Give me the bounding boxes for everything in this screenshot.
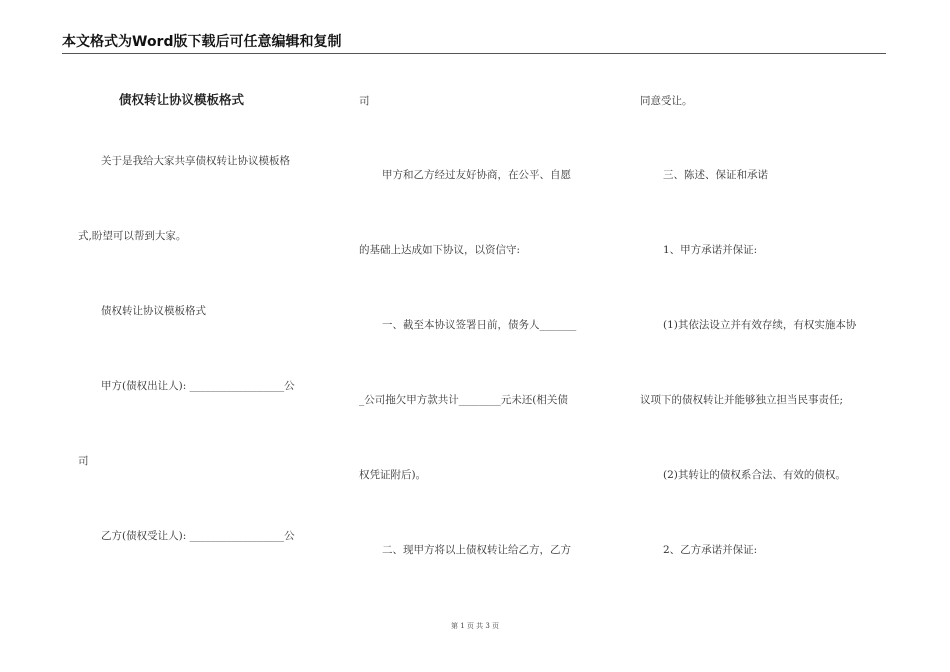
- paragraph-line: 甲方(债权出让人): __________________公: [101, 380, 295, 392]
- paragraph-line: (1)其依法设立并有效存续，有权实施本协: [663, 319, 857, 331]
- paragraph-line: (2)其转让的债权系合法、有效的债权。: [663, 469, 846, 481]
- paragraph-line: 一、截至本协议签署日前，债务人_______: [382, 319, 577, 331]
- paragraph-line: 二、现甲方将以上债权转让给乙方，乙方: [382, 544, 571, 556]
- paragraph-line: 司: [359, 95, 370, 107]
- paragraph-line: 的基础上达成如下协议，以资信守:: [359, 244, 521, 256]
- paragraph-line: 同意受让。: [640, 95, 693, 107]
- paragraph-line: 乙方(债权受让人): __________________公: [101, 530, 295, 542]
- paragraph-line: 司: [78, 455, 89, 467]
- paragraph-line: 债权转让协议模板格式: [101, 305, 206, 317]
- paragraph-line: 甲方和乙方经过友好协商，在公平、自愿: [382, 169, 571, 181]
- paragraph-line: 2、乙方承诺并保证:: [663, 544, 758, 556]
- paragraph-line: 议项下的债权转让并能够独立担当民事责任;: [640, 394, 844, 406]
- page-number: 第 1 页 共 3 页: [450, 622, 500, 630]
- paragraph-line: 1、甲方承诺并保证:: [663, 244, 758, 256]
- paragraph-line: 三、陈述、保证和承诺: [663, 169, 768, 181]
- document-header: [62, 34, 886, 54]
- paragraph-line: _公司拖欠甲方款共计________元未还(相关债: [359, 394, 568, 406]
- header-text: 本文格式为Word版下载后可任意编辑和复制: [62, 34, 342, 50]
- paragraph-line: 关于是我给大家共享债权转让协议模板格: [101, 155, 290, 167]
- document-title: 债权转让协议模板格式: [119, 92, 245, 107]
- paragraph-line: 式,盼望可以帮到大家。: [78, 230, 187, 242]
- paragraph-line: 权凭证附后)。: [359, 469, 427, 481]
